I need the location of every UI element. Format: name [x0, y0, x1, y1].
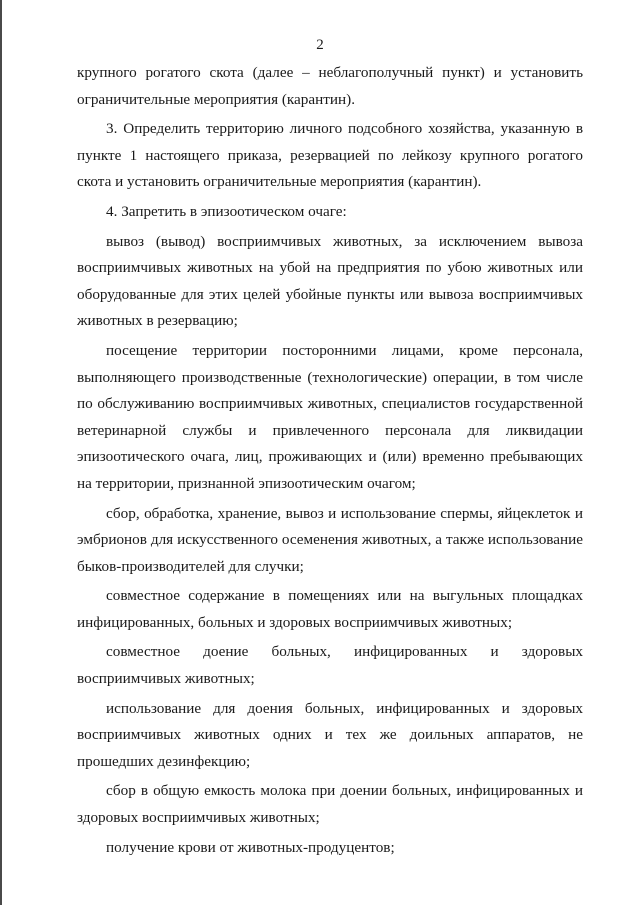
document-body: [77, 60, 583, 861]
prohibition-milk-collection: сбор в общую емкость молока при доении больных, инфицированных и здоровых восприимчивых животных;: [77, 782, 583, 827]
prohibition-joint-milking: совместное доение больных, инфицированных и здоровых восприимчивых животных;: [77, 643, 583, 688]
prohibition-blood: получение крови от животных-продуцентов;: [106, 838, 395, 856]
prohibition-export: вывоз (вывод) восприимчивых животных, за исключением вывоза восприимчивых животных на убой на предприятия по убою животных или оборудованные для этих целей убойные пункты или вывоза восприимчивых животных в резервацию;: [77, 232, 583, 330]
prohibition-sperm: сбор, обработка, хранение, вывоз и использование спермы, яйцеклеток и эмбрионов для искусственного осеменения животных, а также использование быков-производителей для случки;: [77, 504, 583, 575]
scan-edge: [0, 0, 2, 905]
prohibition-joint-keeping: совместное содержание в помещениях или на выгульных площадках инфицированных, больных и здоровых восприимчивых животных;: [77, 587, 583, 631]
prohibition-visits: посещение территории посторонними лицами, кроме персонала, выполняющего производственные (технологические) операции, в том числе по обслуживанию восприимчивых животных, специалистов государственной ветеринарной службы и привлеченного персонала для ликвидации эпизоотического очага, лиц, проживающих и (или) временно пребывающих на территории, признанной эпизоотическим очагом;: [77, 341, 583, 492]
prohibition-milking-devices: использование для доения больных, инфицированных и здоровых восприимчивых животных одних и тех же доильных аппаратов, не прошедших дезинфекцию;: [77, 699, 583, 770]
paragraph-item-3: 3. Определить территорию личного подсобного хозяйства, указанную в пункте 1 настоящего приказа, резервацией по лейкозу крупного рогатого скота и установить ограничительные мероприятия (карантин).: [77, 120, 583, 191]
page-number: 2: [316, 37, 324, 53]
paragraph-continuation: крупного рогатого скота (далее – неблагополучный пункт) и установить ограничительные мероприятия (карантин).: [77, 64, 583, 108]
paragraph-item-4: 4. Запретить в эпизоотическом очаге:: [106, 202, 347, 220]
